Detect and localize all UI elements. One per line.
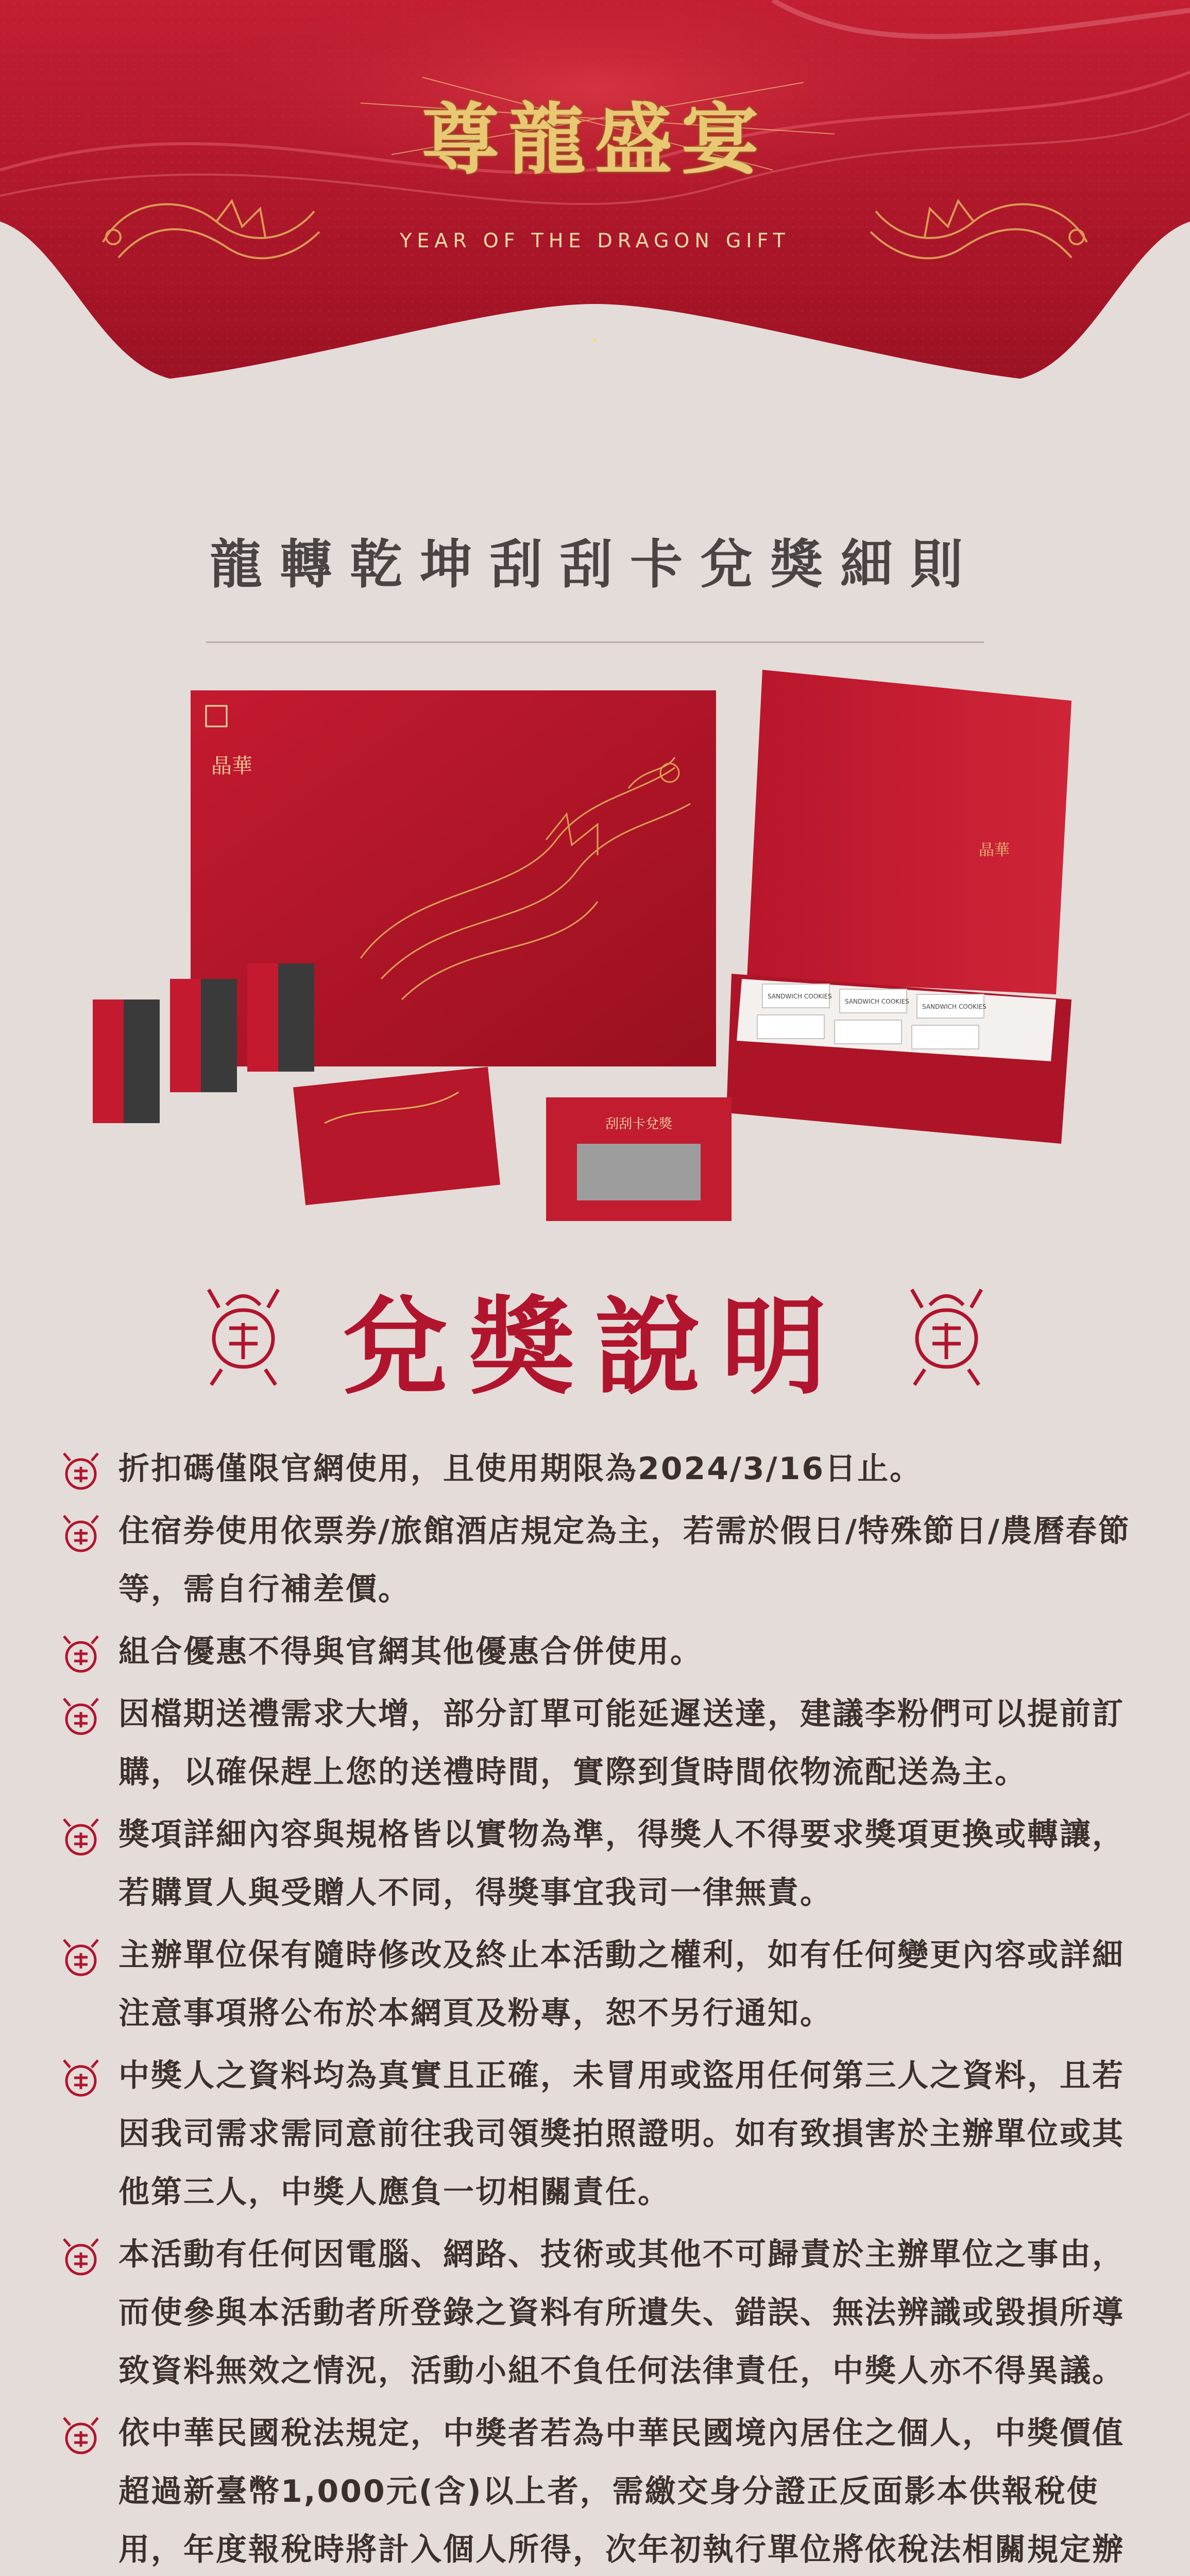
banner-artwork (0, 0, 1190, 381)
rule-text: 組合優惠不得與官網其他優惠合併使用。 (118, 1634, 703, 1670)
page-title: 龍轉乾坤刮刮卡兌獎細則 (210, 534, 980, 596)
dragon-bullet-icon (60, 2237, 102, 2279)
dragon-bullet-icon (60, 2416, 102, 2458)
rule-item (57, 1685, 1138, 1802)
dragon-bullet-icon (60, 1817, 102, 1859)
svg-text:刮刮卡兌獎: 刮刮卡兌獎 (605, 1116, 673, 1132)
svg-text:SANDWICH COOKIES: SANDWICH COOKIES (768, 993, 832, 1000)
rule-text: 本活動有任何因電腦、網路、技術或其他不可歸責於主辦單位之事由，而使參與本活動者所登錄之資料有所遺失、錯誤、無法辨識或毀損所導致資料無效之情況，活動小組不負任何法律責任，中獎人亦不得異議。 (118, 2236, 1125, 2389)
box-brand-text: 晶華 (211, 754, 252, 778)
rule-item (57, 2226, 1138, 2400)
rule-text: 折扣碼僅限官網使用，且使用期限為2024/3/16日止。 (118, 1451, 923, 1487)
rule-item (57, 1502, 1138, 1619)
banner-title: 尊龍盛宴 (421, 94, 768, 185)
rule-text: 獎項詳細內容與規格皆以實物為準，得獎人不得要求獎項更換或轉讓，若購買人與受贈人不同，得獎事宜我司一律無責。 (118, 1817, 1125, 1911)
rule-item (57, 1806, 1138, 1922)
rule-item (57, 2404, 1138, 2576)
rule-text: 中獎人之資料均為真實且正確，未冒用或盜用任何第三人之資料，且若因我司需求需同意前往我司領獎拍照證明。如有致損害於主辦單位或其他第三人，中獎人應負一切相關責任。 (118, 2058, 1125, 2210)
lid-brand-text: 晶華 (979, 841, 1010, 859)
section-heading: 兌獎說明 (343, 1285, 847, 1409)
rules-list (57, 1440, 1138, 2576)
rule-text: 主辦單位保有隨時修改及終止本活動之權利，如有任何變更內容或詳細注意事項將公布於本網頁及粉專，恕不另行通知。 (118, 1937, 1125, 2031)
svg-text:SANDWICH COOKIES: SANDWICH COOKIES (845, 998, 909, 1005)
dragon-bullet-icon (60, 1634, 102, 1676)
banner-subtitle: YEAR OF THE DRAGON GIFT (400, 229, 790, 252)
rule-text: 住宿券使用依票券/旅館酒店規定為主，若需於假日/特殊節日/農曆春節等，需自行補差價。 (118, 1513, 1131, 1607)
dragon-bullet-icon (60, 1938, 102, 1980)
dragon-bullet-icon (60, 2058, 102, 2100)
rule-item (57, 1926, 1138, 2043)
dragon-bullet-icon (60, 1697, 102, 1739)
rule-text: 因檔期送禮需求大增，部分訂單可能延遲送達，建議李粉們可以提前訂購，以確保趕上您的送禮時間，實際到貨時間依物流配送為主。 (118, 1696, 1125, 1790)
rule-item (57, 1623, 1138, 1681)
title-divider (206, 641, 984, 643)
hero-banner (0, 0, 1190, 381)
product-photo (93, 670, 1102, 1262)
rule-item (57, 1440, 1138, 1498)
rule-item (57, 2047, 1138, 2222)
svg-text:SANDWICH COOKIES: SANDWICH COOKIES (922, 1003, 987, 1010)
dragon-bullet-icon (60, 1451, 102, 1494)
dragon-badge-icon (902, 1287, 992, 1390)
rule-text: 依中華民國稅法規定，中獎者若為中華民國境內居住之個人，中獎價值超過新臺幣1,000元(含)以上者，需繳交身分證正反面影本供報稅使用，年度報稅時將計入個人所得，次年初執行單位將依稅法相關規定辦 (118, 2415, 1125, 2568)
dragon-bullet-icon (60, 1514, 102, 1556)
mini-boxes (93, 963, 314, 1123)
